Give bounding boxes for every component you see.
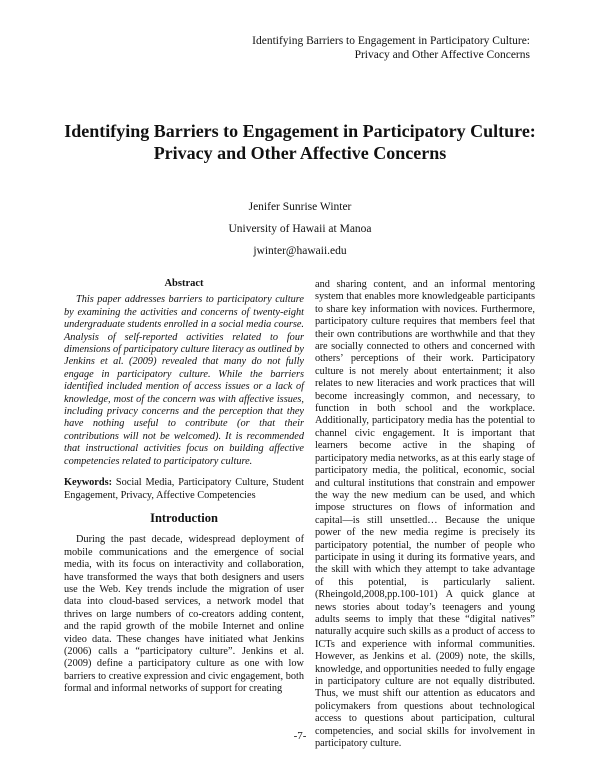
author-block <box>0 196 600 262</box>
running-header-line1: Identifying Barriers to Engagement in Participatory Culture: <box>252 35 530 47</box>
abstract-text: This paper addresses barriers to participatory culture by examining the activities and concerns of twenty-eight undergraduate students enrolled in a social media course. Analysis of self-reported activities related to four dimensions of participatory culture literacy as outlined by Jenkins et al. (2009) revealed that many do not fully engage in participatory culture. While the barriers identified included mention of access issues or a lack of knowledge, most of the concern was with affective issues, including privacy concerns and the perception that they have nothing useful to contribute (or that their contributions will not be welcomed). It is recommended that instructional activities focus on building affective competencies related to participatory culture. <box>64 294 304 467</box>
author-email[interactable]: jwinter@hawaii.edu <box>253 245 347 257</box>
author-name: Jenifer Sunrise Winter <box>248 201 352 213</box>
abstract-heading: Abstract <box>164 278 204 289</box>
keywords <box>64 477 304 502</box>
paper-title <box>50 120 550 164</box>
paper-title-line1: Identifying Barriers to Engagement in Participatory Culture: <box>64 121 536 141</box>
author-affiliation: University of Hawaii at Manoa <box>228 223 372 235</box>
right-column <box>315 279 535 750</box>
keywords-label: Keywords: <box>64 477 113 489</box>
introduction-heading: Introduction <box>150 510 218 525</box>
paper-title-line2: Privacy and Other Affective Concerns <box>153 143 447 163</box>
running-header <box>210 34 530 62</box>
right-column-text: and sharing content, and an informal mentoring system that enables more knowledgeable participants to share key information with novices. Furthermore, participatory culture requires that members feel that their own contributions are worthwhile and that they are socially connected to others and concerned with others’ perceptions of their work. Participatory culture is not merely about entertainment; it also relates to new literacies and work practices that will become increasingly common, and necessary, to function in both school and the workplace. Additionally, participatory media has the potential to channel civic engagement. It is important that learners become active in the shaping of participatory media networks, as at this early stage of participatory media, the political, economic, social and cultural institutions that constrain and empower the way the new medium can be used, and which impose structures on flows of information and capital—is still unsettled… Because the unique power of the new media regime is precisely its participatory potential, the number of people who participate in using it during its formative years, and the skill with which they attempt to take advantage of this potential, is particularly salient. (Rheingold,2008,pp.100-101) A quick glance at news stories about today’s teenagers and young adults seems to imply that these “digital natives” naturally acquire such skills as a product of access to ICTs and experience with informal communities. However, as Jenkins et al. (2009) note, the skills, knowledge, and opportunities needed to fully engage in participatory culture are not equally distributed. Thus, we must shift our attention as educators and policymakers from questions about technological access to questions about participation, cultural competencies, and social skills for involvement in participatory culture. <box>315 279 535 750</box>
left-column <box>64 278 304 696</box>
running-header-line2: Privacy and Other Affective Concerns <box>354 49 530 61</box>
introduction-text: During the past decade, widespread deployment of mobile communications and the emergence of social media, with its focus on interactivity and collaboration, have transformed the ways that both designers and users use the Web. Key trends include the migration of user data into cloud-based services, a network model that thrives on large numbers of co-creators adding content, and the rapid growth of the mobile Internet and online video data. These changes have initiated what Jenkins (2006) calls a “participatory culture”. Jenkins et al. (2009) define a participatory culture as one with low barriers to creative expression and civic engagement, both formal and informal networks of support for creating <box>64 534 304 695</box>
keywords-text: Social Media, Participatory Culture, Student Engagement, Privacy, Affective Competencies <box>64 477 304 501</box>
page-number: -7- <box>293 730 307 742</box>
